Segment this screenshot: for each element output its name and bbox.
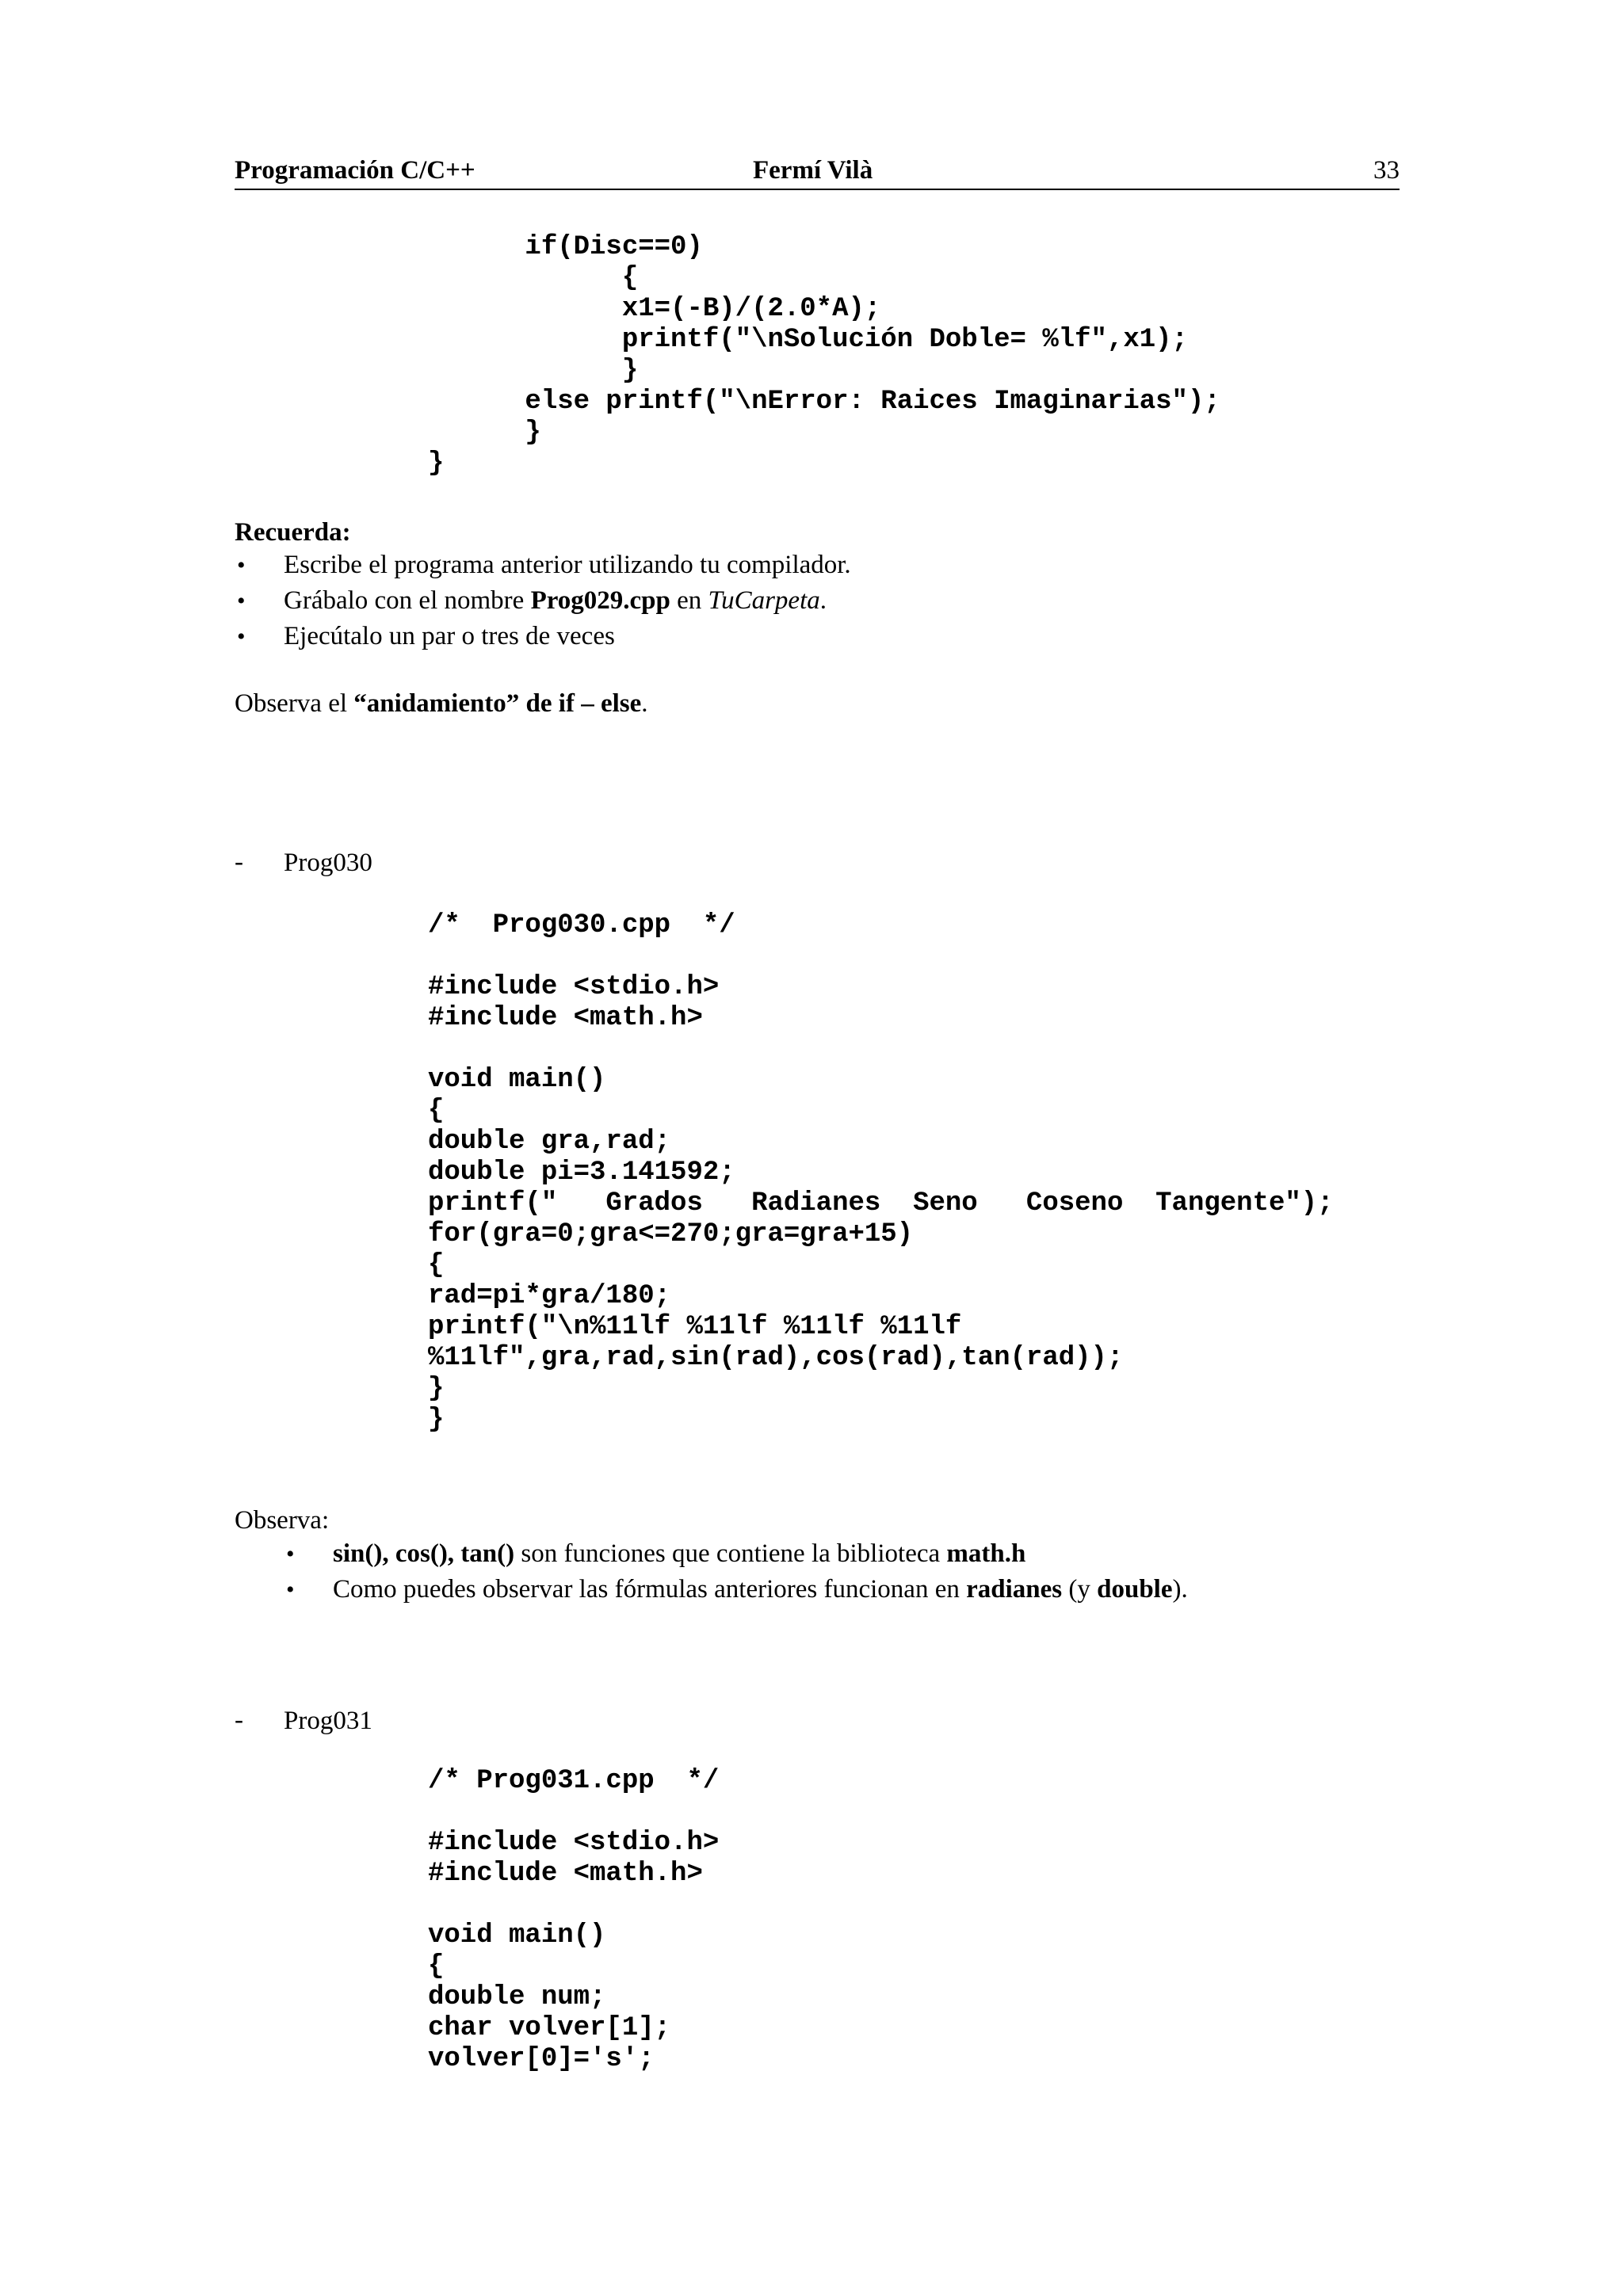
code-line: #include <math.h> bbox=[428, 1859, 703, 1889]
code-line: #include <stdio.h> bbox=[428, 972, 720, 1002]
code-block-prog031 bbox=[428, 1766, 719, 2075]
code-line: } bbox=[428, 448, 445, 479]
code-line: void main() bbox=[428, 1065, 606, 1095]
code-line: } bbox=[428, 1405, 445, 1435]
page-header bbox=[235, 155, 1400, 190]
code-line bbox=[428, 941, 1334, 972]
header-author: Fermí Vilà bbox=[753, 156, 873, 185]
list-item: • Ejecútalo un par o tres de veces bbox=[235, 619, 851, 654]
header-title: Programación C/C++ bbox=[235, 156, 475, 185]
section-dash: - bbox=[235, 1706, 243, 1734]
code-line bbox=[428, 1034, 1334, 1065]
code-line: else printf("\nError: Raices Imaginarias"); bbox=[428, 387, 1220, 417]
observa-list bbox=[284, 1536, 1188, 1608]
code-line: { bbox=[428, 1951, 445, 1981]
code-line: /* Prog031.cpp */ bbox=[428, 1766, 720, 1796]
code-line: printf(" Grados Radianes Seno Coseno Tangente"); bbox=[428, 1188, 1334, 1219]
code-line: if(Disc==0) bbox=[428, 232, 703, 262]
list-item: • Como puedes observar las fórmulas anteriores funcionan en radianes (y double). bbox=[284, 1572, 1188, 1608]
code-line: x1=(-B)/(2.0*A); bbox=[428, 294, 881, 324]
recuerda-list bbox=[235, 547, 851, 654]
code-line: %11lf",gra,rad,sin(rad),cos(rad),tan(rad)); bbox=[428, 1343, 1124, 1373]
code-line: rad=pi*gra/180; bbox=[428, 1281, 671, 1311]
code-line: { bbox=[428, 263, 639, 293]
list-item: • Escribe el programa anterior utilizando tu compilador. bbox=[235, 547, 851, 583]
code-line: void main() bbox=[428, 1920, 606, 1951]
section-dash: - bbox=[235, 848, 243, 876]
code-line: } bbox=[428, 356, 639, 386]
recuerda-heading: Recuerda: bbox=[235, 518, 351, 547]
code-line bbox=[428, 1797, 719, 1828]
page-number: 33 bbox=[1373, 156, 1400, 185]
list-item: • sin(), cos(), tan() son funciones que contiene la biblioteca math.h bbox=[284, 1536, 1188, 1572]
section-title-prog030: Prog030 bbox=[284, 849, 372, 877]
list-item: • Grábalo con el nombre Prog029.cpp en TuCarpeta. bbox=[235, 583, 851, 619]
code-line: for(gra=0;gra<=270;gra=gra+15) bbox=[428, 1219, 914, 1249]
code-line: volver[0]='s'; bbox=[428, 2044, 655, 2074]
code-line: double num; bbox=[428, 1982, 606, 2012]
code-line: #include <stdio.h> bbox=[428, 1828, 720, 1858]
code-block-prog029-end bbox=[428, 232, 1220, 479]
code-line: /* Prog030.cpp */ bbox=[428, 910, 735, 940]
code-line: { bbox=[428, 1250, 445, 1280]
observa-heading: Observa: bbox=[235, 1506, 330, 1535]
section-title-prog031: Prog031 bbox=[284, 1707, 372, 1735]
code-line: #include <math.h> bbox=[428, 1003, 703, 1033]
code-line bbox=[428, 1890, 719, 1920]
code-line: char volver[1]; bbox=[428, 2013, 671, 2043]
code-line: } bbox=[428, 418, 541, 448]
code-line: printf("\n%11lf %11lf %11lf %11lf bbox=[428, 1312, 962, 1342]
code-block-prog030 bbox=[428, 910, 1334, 1436]
code-line: { bbox=[428, 1096, 445, 1126]
code-line: printf("\nSolución Doble= %lf",x1); bbox=[428, 325, 1188, 355]
code-line: double gra,rad; bbox=[428, 1127, 671, 1157]
code-line: double pi=3.141592; bbox=[428, 1158, 735, 1188]
observa-anidamiento: Observa el “anidamiento” de if – else. bbox=[235, 689, 648, 718]
code-line: } bbox=[428, 1374, 445, 1404]
